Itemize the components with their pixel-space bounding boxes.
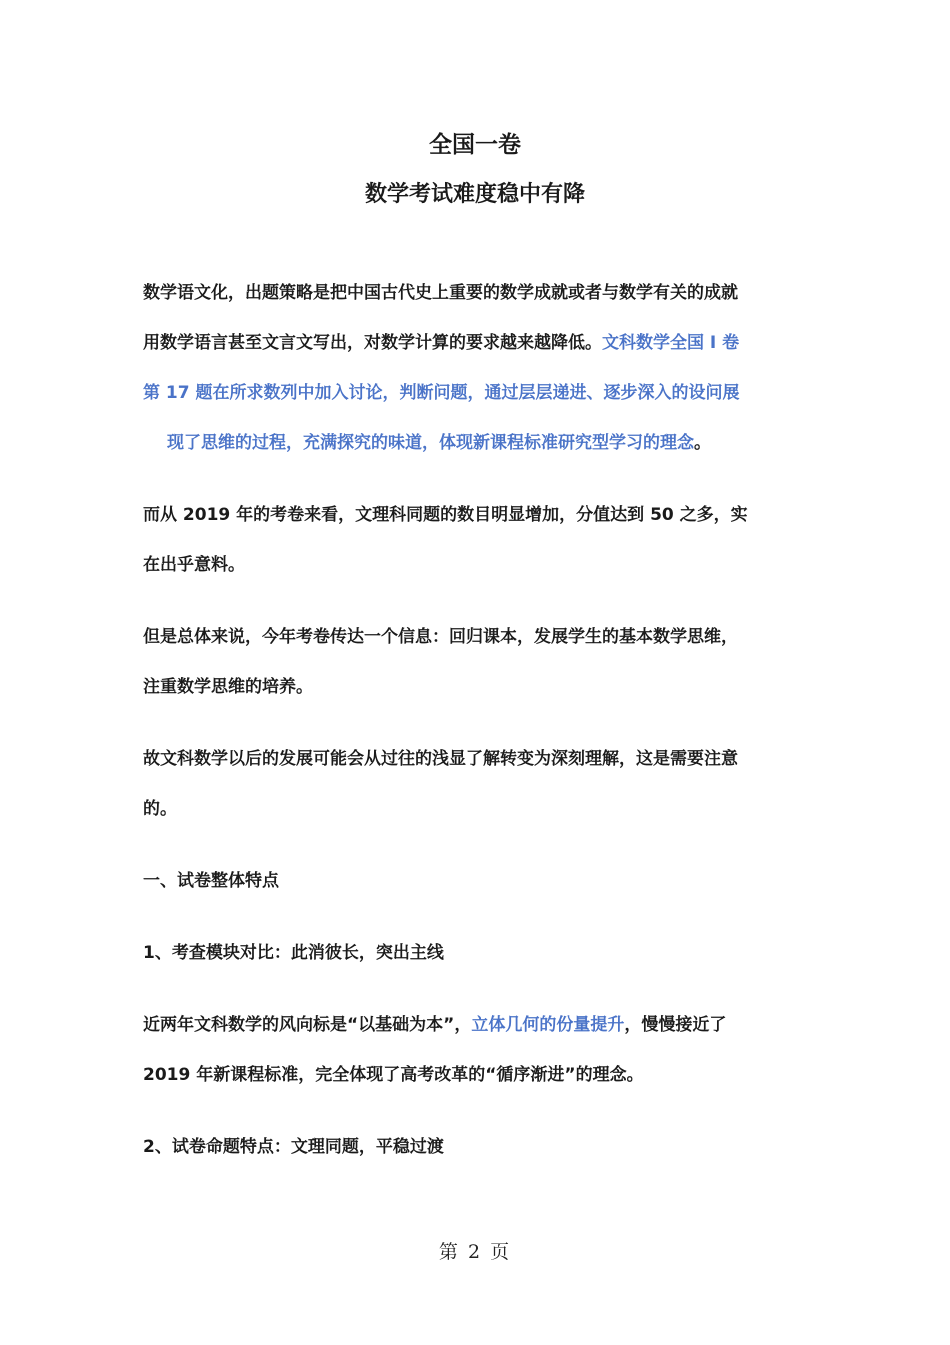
paragraph-5-line-1-text: 近两年文科数学的风向标是“以基础为本”， — [143, 1015, 472, 1035]
page-number: 第 2 页 — [438, 1241, 512, 1263]
paragraph-5-line-2: 2019 年新课程标准，完全体现了高考改革的“循序渐进”的理念。 — [143, 1065, 644, 1085]
subsection-heading-2 — [143, 1122, 807, 1172]
paragraph-1-line-1: 数学语文化，出题策略是把中国古代史上重要的数学成就或者与数学有关的成就 — [143, 283, 738, 303]
section-heading-text: 一、试卷整体特点 — [143, 871, 279, 891]
subsection-heading-1-text: 1、考查模块对比：此消彼长，突出主线 — [143, 943, 444, 963]
paragraph-3-line-2: 注重数学思维的培养。 — [143, 677, 313, 697]
paragraph-1-line-2 — [143, 318, 807, 368]
highlight-text: 立体几何的份量提升 — [471, 1015, 625, 1035]
subsection-heading-2-text: 2、试卷命题特点：文理同题，平稳过渡 — [143, 1137, 444, 1157]
section-heading — [143, 856, 807, 906]
highlight-text: 文科数学全国 I 卷 — [602, 333, 740, 353]
paragraph-4-line-2: 的。 — [143, 799, 177, 819]
paragraph-3 — [143, 612, 807, 712]
page-subtitle: 数学考试难度稳中有降 — [364, 182, 585, 207]
paragraph-4 — [143, 734, 807, 834]
paragraph-1-line-3: 第 17 题在所求数列中加入讨论，判断问题，通过层层递进、逐步深入的设问展 — [143, 383, 740, 403]
subsection-heading-1 — [143, 928, 807, 978]
paragraph-2-line-2: 在出乎意料。 — [143, 555, 245, 575]
paragraph-1 — [143, 268, 807, 468]
paragraph-1-line-4 — [143, 418, 807, 468]
paragraph-4-line-1: 故文科数学以后的发展可能会从过往的浅显了解转变为深刻理解，这是需要注意 — [143, 749, 738, 769]
paragraph-1-line-4-end: 。 — [694, 433, 711, 453]
paragraph-5-line-1 — [143, 1000, 807, 1050]
paragraph-3-line-1: 但是总体来说，今年考卷传达一个信息：回归课本，发展学生的基本数学思维， — [143, 627, 738, 647]
paragraph-2 — [143, 490, 807, 590]
paragraph-5 — [143, 1000, 807, 1100]
paragraph-5-line-1-end: ，慢慢接近了 — [624, 1015, 727, 1035]
paragraph-1-line-2-text: 用数学语言甚至文言文写出，对数学计算的要求越来越降低。 — [143, 333, 602, 353]
highlight-text: 现了思维的过程，充满探究的味道，体现新课程标准研究型学习的理念 — [167, 433, 694, 453]
paragraph-2-line-1: 而从 2019 年的考卷来看，文理科同题的数目明显增加，分值达到 50 之多，实 — [143, 505, 748, 525]
page-title: 全国一卷 — [429, 132, 521, 158]
